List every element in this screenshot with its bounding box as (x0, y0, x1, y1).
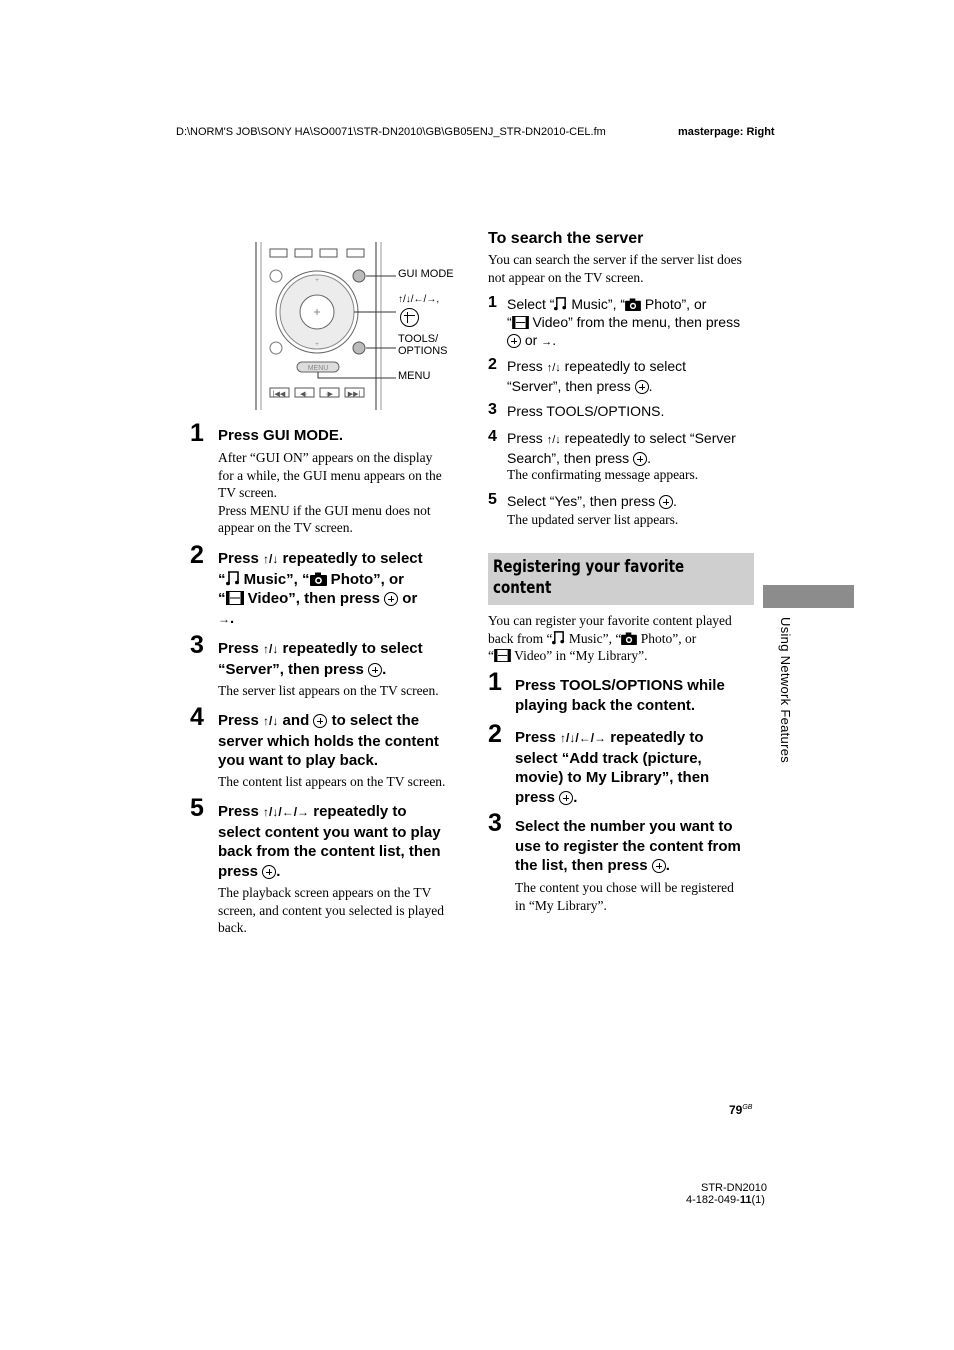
music-note-icon (552, 630, 565, 645)
arrow-icon: → (541, 336, 553, 348)
step-number: 5 (488, 491, 497, 508)
svg-text:+: + (315, 342, 319, 348)
step-number: 3 (190, 631, 204, 659)
camera-icon (625, 298, 641, 311)
tools-callout-line2: OPTIONS (398, 345, 448, 357)
arrow-icon: ↑/↓ (263, 552, 279, 566)
enter-button-icon (262, 865, 276, 879)
svg-text:MENU: MENU (307, 365, 329, 372)
arrow-icon: ↑/↓ (263, 642, 279, 656)
arrow-icon: ↑/↓/←/→ (560, 731, 607, 745)
arrow-icon: ↑/↓ (546, 434, 561, 446)
enter-button-icon (652, 859, 666, 873)
svg-text:+: + (315, 278, 319, 284)
step-heading: Press TOOLS/OPTIONS while playing back the content. (515, 677, 725, 714)
step-number: 2 (488, 720, 502, 748)
arrow-icon: ↑/↓/←/→ (263, 805, 310, 819)
step-note: The content you chose will be registered in “My Library”. (515, 880, 734, 913)
step-text: Select “Yes”, then press . (507, 493, 677, 509)
step-note: The server list appears on the TV screen. (218, 683, 439, 698)
svg-text:|◀◀: |◀◀ (272, 391, 286, 398)
camera-icon (621, 632, 637, 645)
gui-mode-callout: GUI MODE (398, 268, 454, 280)
enter-button-icon (633, 452, 647, 466)
section-intro: You can register your favorite content played back from “ Music”, “ Photo”, or “ Video” in “My Library”. (488, 613, 732, 663)
menu-callout: MENU (398, 370, 431, 382)
section-intro: You can search the server if the server list does not appear on the TV screen. (488, 252, 742, 285)
part-code: 4-182-049-11(1) (686, 1194, 765, 1206)
tools-callout-line1: TOOLS/ (398, 333, 439, 345)
side-tab-label: Using Network Features (778, 617, 793, 764)
svg-text:◀·: ◀· (300, 391, 308, 398)
enter-button-icon (659, 495, 673, 509)
file-path: D:\NORM'S JOB\SONY HA\SO0071\STR-DN2010\GB\GB05ENJ_STR-DN2010-CEL.fm (176, 126, 606, 138)
page-number: $79^{GB}$ (729, 1103, 753, 1117)
step-text: Press TOOLS/OPTIONS. (507, 403, 665, 419)
music-note-icon (554, 296, 567, 311)
step-heading: Press ↑/↓/←/→ repeatedly to select “Add track (picture, movie) to My Library”, then press . (515, 729, 710, 806)
section-heading-box (488, 553, 754, 605)
enter-button-icon (313, 714, 327, 728)
enter-button-icon (559, 791, 573, 805)
step-number: 3 (488, 809, 502, 837)
step-number: 5 (190, 794, 204, 822)
film-icon (494, 649, 511, 662)
section-heading: Registering your favorite content (493, 557, 685, 598)
step-number: 1 (488, 294, 497, 311)
step-heading: Press ↑/↓ and to select the server which holds the content you want to play back. (218, 712, 439, 769)
remote-illustration (250, 240, 460, 412)
camera-icon (310, 572, 327, 586)
enter-button-icon (635, 380, 649, 394)
step-text: Press ↑/↓ repeatedly to select “Server”, then press . (507, 358, 687, 394)
step-text: Select “ Music”, “ Photo”, or “ Video” from the menu, then press or →. (507, 296, 741, 348)
step-heading: Select the number you want to use to register the content from the list, then press . (515, 818, 741, 874)
step-number: 1 (488, 668, 502, 696)
step-number: 3 (488, 401, 497, 418)
master-page-label: masterpage: Right (678, 126, 775, 138)
enter-button-icon (368, 663, 382, 677)
step-note: The content list appears on the TV screen. (218, 774, 446, 789)
step-note: The updated server list appears. (507, 512, 679, 527)
arrows-callout: ↑/↓/←/→, (398, 294, 440, 305)
svg-text:▶▶|: ▶▶| (347, 391, 361, 398)
arrow-icon: ↑/↓ (263, 714, 279, 728)
step-number: 4 (190, 703, 204, 731)
film-icon (226, 591, 244, 605)
step-note: The confirmating message appears. (507, 467, 699, 482)
music-note-icon (226, 570, 240, 586)
svg-text:·▶: ·▶ (325, 391, 333, 398)
enter-button-icon (384, 592, 398, 606)
section-title: To search the server (488, 230, 644, 247)
step-body: After “GUI ON” appears on the display for a while, the GUI menu appears on the TV screen. Press MENU if the GUI menu does not appear on the TV screen. (218, 450, 442, 535)
step-heading: Press ↑/↓ repeatedly to select “Server”, then press . (218, 640, 423, 678)
enter-button-icon (400, 308, 419, 329)
step-note: The playback screen appears on the TV screen, and content you selected is played back. (218, 885, 445, 935)
remote-control-drawing (250, 240, 460, 412)
arrow-icon: → (218, 611, 230, 626)
step-text: Press ↑/↓ repeatedly to select “Server Search”, then press . (507, 430, 736, 466)
step-number: 1 (190, 419, 204, 447)
step-heading: Press ↑/↓ repeatedly to select “ Music”, “ Photo”, or “ Video”, then press or →. (218, 550, 423, 627)
step-heading: Press GUI MODE. (218, 427, 344, 444)
side-tab (763, 585, 854, 608)
enter-button-icon (507, 334, 521, 348)
step-heading: Press ↑/↓/←/→ repeatedly to select content you want to play back from the content list, then press . (218, 803, 441, 880)
film-icon (512, 316, 529, 329)
step-number: 2 (488, 356, 497, 373)
arrow-icon: ↑/↓ (546, 362, 561, 374)
model-number: STR-DN2010 (701, 1182, 768, 1194)
step-number: 4 (488, 428, 497, 445)
step-number: 2 (190, 541, 204, 569)
